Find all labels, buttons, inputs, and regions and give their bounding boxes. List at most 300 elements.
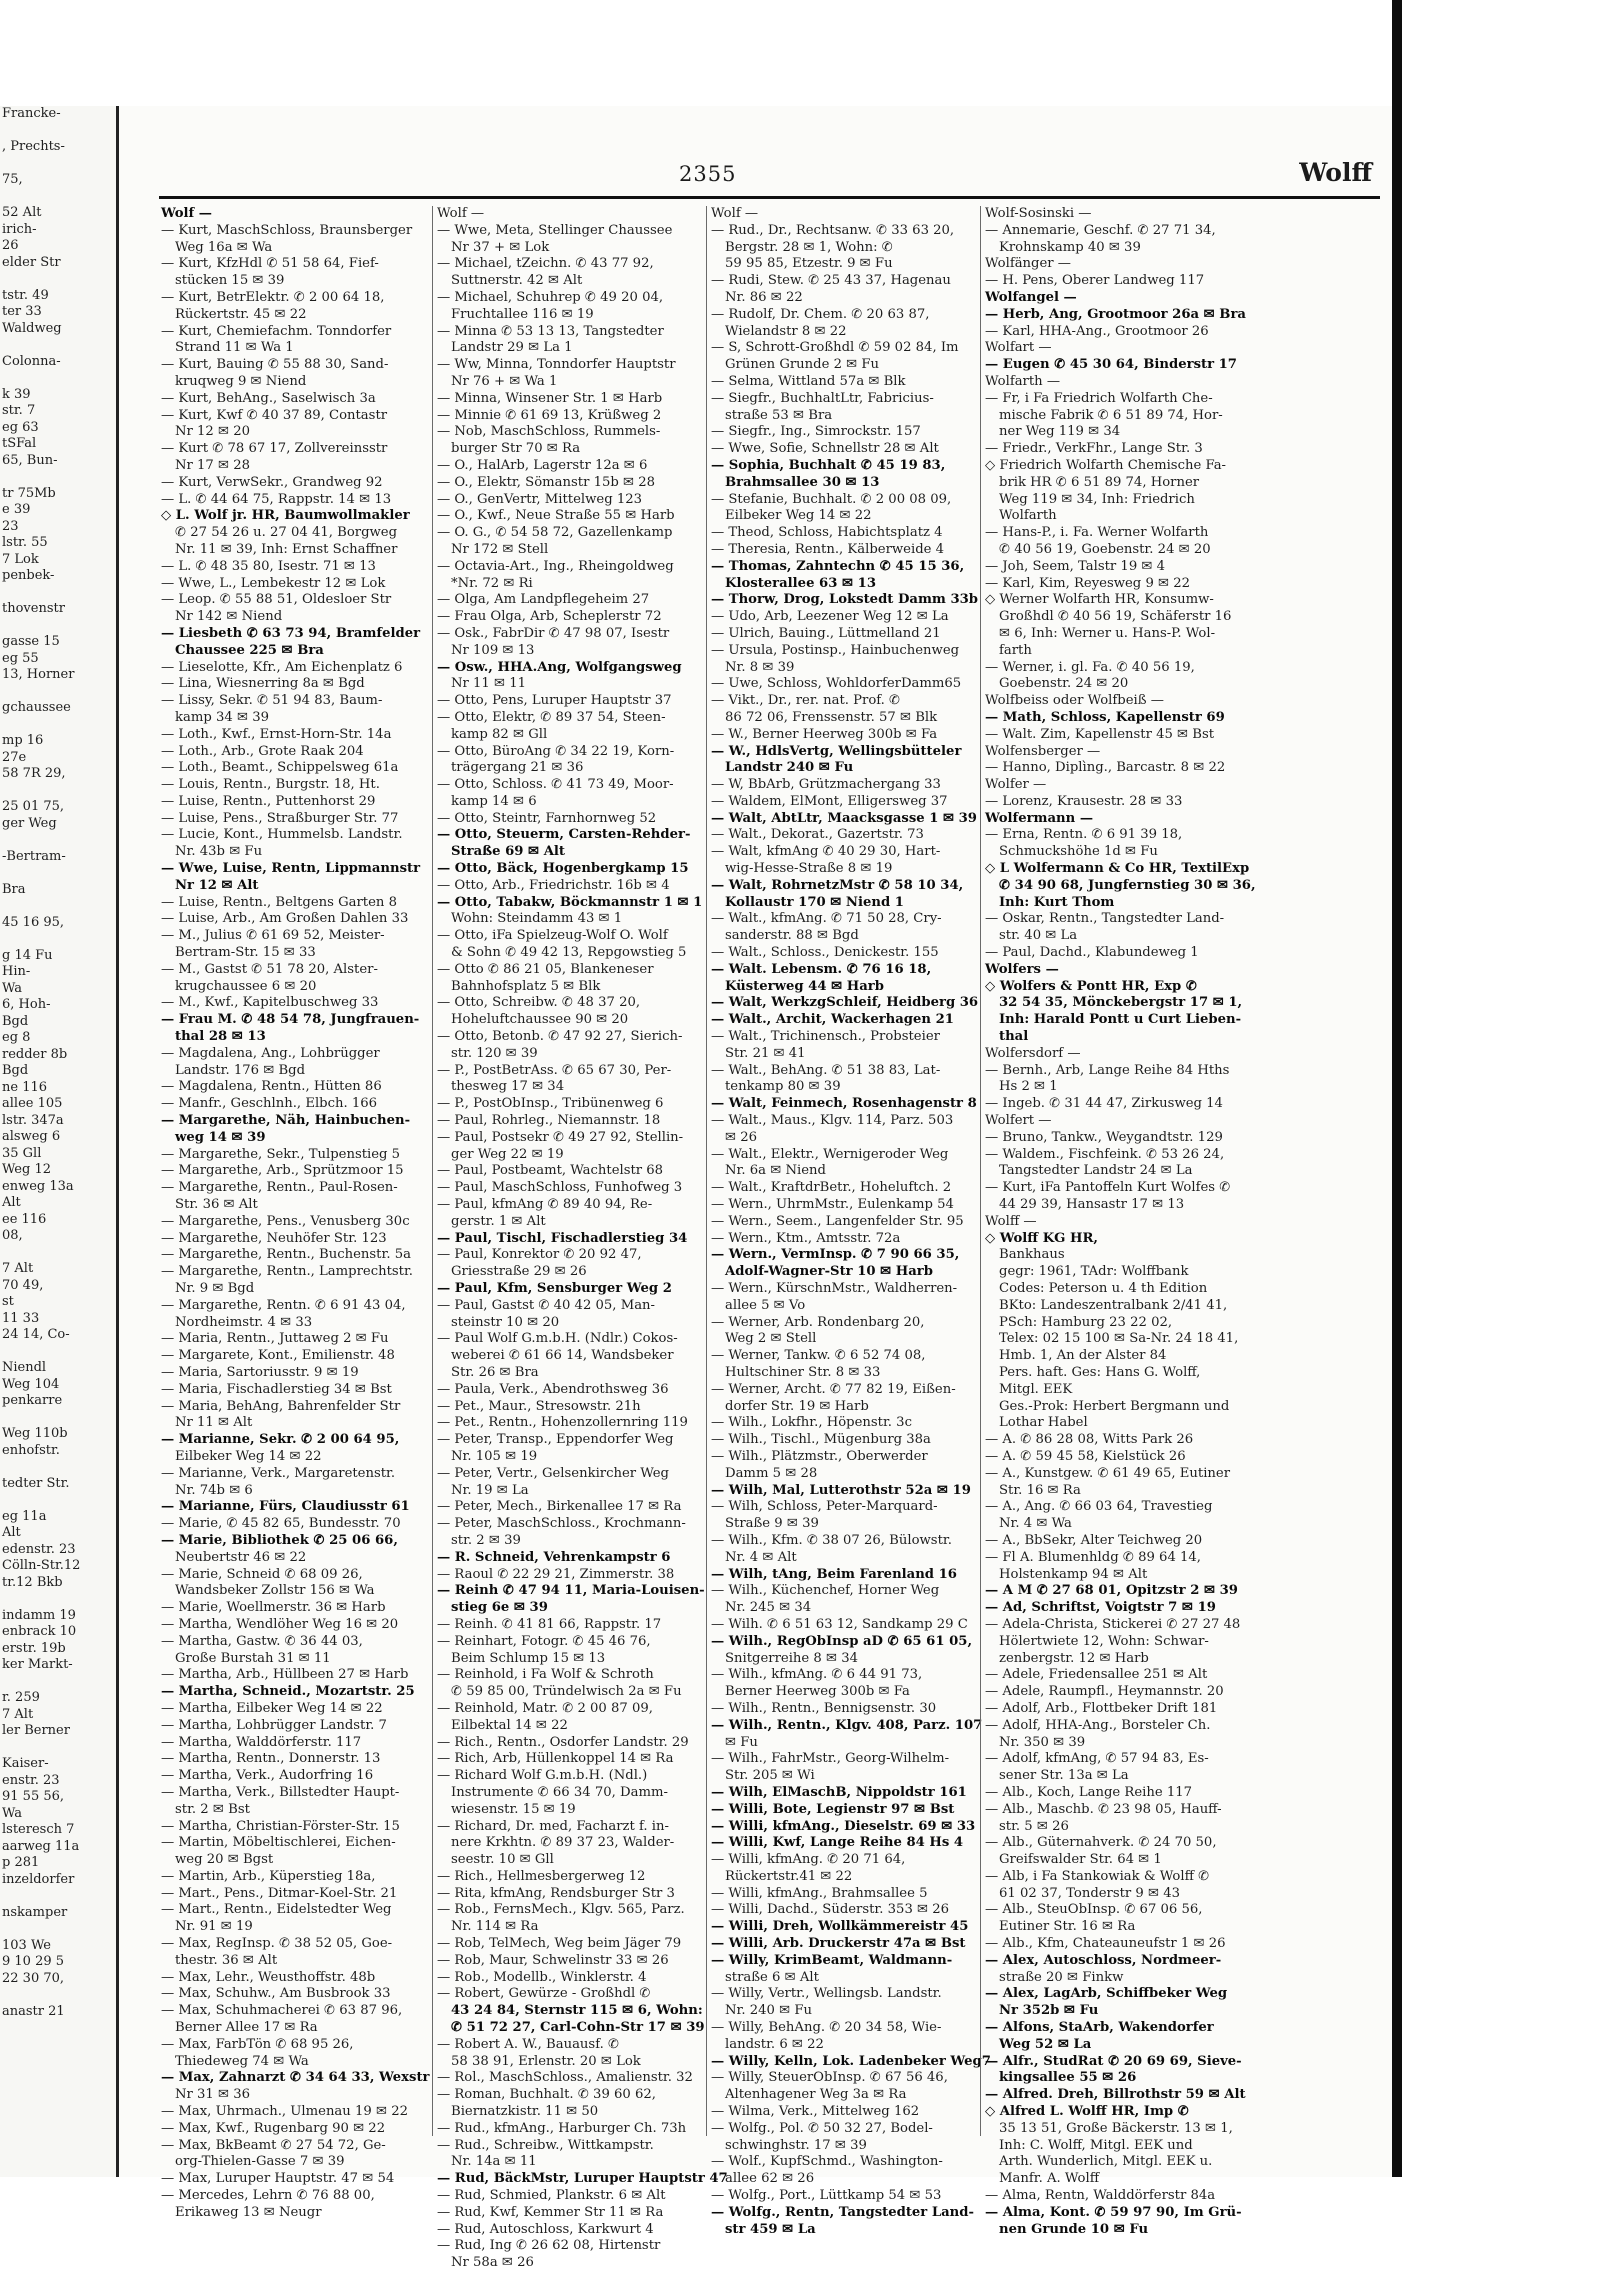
directory-entry-line: — Marie, ✆ 45 82 65, Bundesstr. 70: [161, 1516, 401, 1532]
directory-entry-line: — Paul, Dachd., Klabundeweg 1: [985, 945, 1199, 961]
directory-entry-line: Große Burstah 31 ✉ 11: [175, 1650, 331, 1666]
directory-entry-line: — Otto, Elektr, ✆ 89 37 54, Steen-: [437, 709, 666, 725]
directory-entry-line: ✉ Fu: [725, 1734, 758, 1750]
directory-entry-line: Schmuckshöhe 1d ✉ Fu: [999, 844, 1158, 860]
facing-page-text: 45 16 95,: [2, 914, 65, 930]
directory-entry-line: — Margarethe, Näh, Hainbuchen-: [161, 1113, 411, 1129]
directory-entry-line: Inh: C. Wolff, Mitgl. EEK und: [999, 2137, 1193, 2153]
directory-entry-line: — Maria, Fischadlerstieg 34 ✉ Bst: [161, 1381, 392, 1397]
directory-entry-line: — Minnie ✆ 61 69 13, Krüßweg 2: [437, 407, 662, 423]
directory-entry-line: — Wwe, Luise, Rentn, Lippmannstr: [161, 861, 421, 877]
directory-entry-line: — W., HdlsVertg, Wellingsbütteler: [711, 743, 962, 759]
directory-entry-line: Pers. haft. Ges: Hans G. Wolff,: [999, 1364, 1201, 1380]
directory-entry-line: Wolfert —: [985, 1113, 1052, 1129]
directory-entry-line: thal 28 ✉ 13: [175, 1029, 266, 1045]
directory-entry-line: Ges.-Prok: Herbert Bergmann und: [999, 1398, 1230, 1414]
facing-page-text: [0, 1591, 116, 1608]
facing-page-text: ne 116: [2, 1079, 48, 1095]
directory-entry-line: ◇ L Wolfermann & Co HR, TextilExp: [985, 861, 1250, 877]
directory-entry-line: — Walt., Schloss., Denickestr. 155: [711, 945, 939, 961]
directory-entry-line: Bahnhofsplatz 5 ✉ Blk: [451, 978, 601, 994]
facing-page-text: aarweg 11a: [2, 1838, 80, 1854]
directory-entry-line: — Reinhold, i Fa Wolf & Schroth: [437, 1667, 654, 1683]
facing-page-text: 35 Gll: [2, 1145, 42, 1161]
facing-page-text: gchaussee: [2, 700, 71, 715]
facing-page-text: -Bertram-: [2, 848, 66, 864]
directory-entry-line: — Wolfg., Rentn, Tangstedter Land-: [711, 2204, 974, 2220]
directory-entry-line: Weg 119 ✉ 34, Inh: Friedrich: [999, 491, 1195, 507]
facing-page-text: 11 33: [2, 1310, 40, 1326]
directory-entry-line: Weg 52 ✉ La: [999, 2036, 1092, 2052]
directory-entry-line: — Math, Schloss, Kapellenstr 69: [985, 709, 1225, 725]
running-head: Wolff: [1299, 158, 1372, 187]
facing-page-text: edenstr. 23: [2, 1541, 76, 1557]
directory-entry-line: — R. Schneid, Vehrenkampstr 6: [437, 1549, 671, 1565]
directory-entry-line: — H. Pens, Oberer Landweg 117: [985, 273, 1205, 289]
directory-entry-line: — Stefanie, Buchhalt. ✆ 2 00 08 09,: [711, 491, 952, 507]
directory-entry-line: — Fr, i Fa Friedrich Wolfarth Che-: [985, 390, 1213, 406]
directory-entry-line: — Margarethe, Rentn., Paul-Rosen-: [161, 1180, 398, 1196]
directory-entry-line: Hs 2 ✉ 1: [999, 1079, 1058, 1095]
directory-entry-line: Greifswalder Str. 64 ✉ 1: [999, 1852, 1162, 1868]
directory-entry-line: kamp 14 ✉ 6: [451, 793, 537, 809]
directory-entry-line: Wolfersdorf —: [985, 1045, 1081, 1061]
directory-entry-line: — Herb, Ang, Grootmoor 26a ✉ Bra: [985, 306, 1246, 322]
directory-entry-line: — Walt., Dekorat., Gazertstr. 73: [711, 827, 924, 843]
directory-entry-line: Küsterweg 44 ✉ Harb: [725, 978, 884, 994]
facing-page-text: eg 8: [2, 1030, 31, 1045]
directory-entry-line: Altenhagener Weg 3a ✉ Ra: [725, 2087, 907, 2103]
facing-page-text: alsweg 6: [2, 1129, 61, 1144]
directory-entry-line: — Ulrich, Bauing., Lüttmelland 21: [711, 625, 941, 641]
directory-entry-line: — P., PostBetrAss. ✆ 65 67 30, Per-: [437, 1062, 672, 1078]
directory-entry-line: — Otto, Arb., Friedrichstr. 16b ✉ 4: [437, 877, 670, 893]
directory-entry-line: — Reinh. ✆ 41 81 66, Rappstr. 17: [437, 1616, 662, 1632]
column-divider: [432, 206, 433, 2136]
facing-page-text: [0, 370, 116, 387]
facing-page-text: k 39: [2, 386, 31, 402]
directory-entry-line: — Walt., kfmAng. ✆ 71 50 28, Cry-: [711, 911, 942, 927]
directory-entry-line: 61 02 37, Tonderstr 9 ✉ 43: [999, 1885, 1181, 1901]
directory-entry-line: — Vikt., Dr., rer. nat. Prof. ✆: [711, 693, 901, 709]
directory-entry-line: — Adela-Christa, Stickerei ✆ 27 27 48: [985, 1616, 1241, 1632]
directory-entry-line: — Martha, Verk., Billstedter Haupt-: [161, 1784, 400, 1800]
directory-entry-line: Mitgl. EEK: [999, 1381, 1073, 1397]
directory-entry-line: Nr 11 ✉ Alt: [175, 1415, 253, 1431]
directory-entry-line: — Rob., Modellb., Winklerstr. 4: [437, 1969, 647, 1985]
directory-entry-line: thestr. 36 ✉ Alt: [175, 1952, 278, 1968]
directory-page: [119, 106, 1392, 2271]
directory-entry-line: Nr 17 ✉ 28: [175, 457, 251, 473]
facing-page-text: enweg 13a: [2, 1178, 74, 1194]
facing-page-text: Weg 110b: [2, 1426, 68, 1441]
facing-page-text: [0, 1410, 116, 1427]
directory-entry-line: — Lieselotte, Kfr., Am Eichenplatz 6: [161, 659, 403, 675]
directory-entry-line: — Wolfg., Port., Lüttkamp 54 ✉ 53: [711, 2188, 942, 2204]
directory-entry-line: Straße 69 ✉ Alt: [451, 844, 566, 860]
directory-entry-line: — Rud, Kwf, Kemmer Str 11 ✉ Ra: [437, 2204, 664, 2220]
directory-entry-line: Nr. 91 ✉ 19: [175, 1919, 253, 1935]
directory-entry-line: ◇ Friedrich Wolfarth Chemische Fa-: [985, 457, 1227, 473]
directory-entry-line: Beim Schlump 15 ✉ 13: [451, 1650, 606, 1666]
directory-entry-line: — Minna ✆ 53 13 13, Tangstedter: [437, 323, 664, 339]
facing-page-text: Alt: [2, 1525, 21, 1540]
facing-page-text: Colonna-: [2, 353, 61, 369]
directory-entry-line: Griesstraße 29 ✉ 26: [451, 1264, 587, 1280]
directory-entry-line: Nr. 14a ✉ 11: [451, 2154, 537, 2170]
directory-entry-line: — Waldem, ElMont, Elligersweg 37: [711, 793, 948, 809]
directory-entry-line: — Alex, Autoschloss, Nordmeer-: [985, 1952, 1222, 1968]
directory-entry-line: — Annemarie, Geschf. ✆ 27 71 34,: [985, 222, 1216, 238]
facing-page-text: Cölln-Str.12: [2, 1558, 81, 1573]
directory-entry-line: — P., PostObInsp., Tribünenweg 6: [437, 1096, 664, 1112]
directory-entry-line: — Alma, Rentn, Walddörferstr 84a: [985, 2188, 1216, 2204]
directory-entry-line: Wolf —: [161, 206, 212, 221]
directory-entry-line: Grünen Grunde 2 ✉ Fu: [725, 357, 880, 373]
facing-page-text: [0, 1344, 116, 1361]
directory-entry-line: — Richard, Dr. med, Facharzt f. in-: [437, 1818, 669, 1834]
directory-entry-line: — Otto, BüroAng ✆ 34 22 19, Korn-: [437, 743, 675, 759]
directory-entry-line: — Wilh. ✆ 6 51 63 12, Sandkamp 29 C: [711, 1616, 968, 1632]
directory-entry-line: — Peter, MaschSchloss., Krochmann-: [437, 1516, 686, 1532]
directory-entry-line: Klosterallee 63 ✉ 13: [725, 575, 876, 591]
directory-entry-line: — Liesbeth ✆ 63 73 94, Bramfelder: [161, 625, 421, 641]
directory-entry-line: — Michael, tZeichn. ✆ 43 77 92,: [437, 256, 654, 272]
directory-entry-line: — Walt., Maus., Klgv. 114, Parz. 503: [711, 1113, 954, 1129]
directory-entry-line: — Rich., Rentn., Osdorfer Landstr. 29: [437, 1734, 689, 1750]
directory-entry-line: BKto: Landeszentralbank 2/41 41,: [999, 1297, 1228, 1313]
directory-entry-line: — Mart., Pens., Ditmar-Koel-Str. 21: [161, 1885, 398, 1901]
facing-page-text: [0, 783, 116, 800]
facing-page-text: Bgd: [2, 1063, 29, 1078]
directory-entry-line: Wolfänger —: [985, 256, 1071, 272]
directory-entry-line: — A., BbSekr, Alter Teichweg 20: [985, 1532, 1203, 1548]
directory-entry-line: — Alb., Güternahverk. ✆ 24 70 50,: [985, 1835, 1217, 1851]
directory-entry-line: — Wern., Ktm., Amtsstr. 72a: [711, 1230, 901, 1246]
directory-entry-line: — Paul, Kfm, Sensburger Weg 2: [437, 1281, 672, 1296]
facing-page-text: e 39: [2, 502, 31, 517]
directory-entry-line: Codes: Peterson u. 4 th Edition: [999, 1281, 1208, 1296]
directory-entry-line: — Martha, Schneid., Mozartstr. 25: [161, 1684, 415, 1700]
directory-entry-line: — Werner, Tankw. ✆ 6 52 74 08,: [711, 1348, 926, 1364]
directory-entry-line: Biernatzkistr. 11 ✉ 50: [451, 2104, 599, 2120]
directory-entry-line: — Paul, MaschSchloss, Funhofweg 3: [437, 1180, 683, 1196]
directory-entry-line: dorfer Str. 19 ✉ Harb: [725, 1398, 869, 1414]
directory-entry-line: Strand 11 ✉ Wa 1: [175, 340, 294, 356]
directory-entry-line: — Ad, Schriftst, Voigtstr 7 ✉ 19: [985, 1600, 1216, 1616]
directory-entry-line: Nr 142 ✉ Niend: [175, 609, 283, 625]
directory-entry-line: — Margarethe, Rentn. ✆ 6 91 43 04,: [161, 1297, 406, 1313]
facing-page-text: [0, 1921, 116, 1938]
directory-entry-line: Nr. 9 ✉ Bgd: [175, 1281, 255, 1296]
directory-entry-line: — Selma, Wittland 57a ✉ Blk: [711, 373, 906, 389]
directory-entry-line: Suttnerstr. 42 ✉ Alt: [451, 273, 583, 289]
directory-entry-line: — Reinhart, Fotogr. ✆ 45 46 76,: [437, 1633, 651, 1649]
facing-page-text: Weg 12: [2, 1162, 51, 1177]
directory-entry-line: — Willi, kfmAng., Dieselstr. 69 ✉ 33: [711, 1818, 976, 1834]
directory-entry-line: Wohn: Steindamm 43 ✉ 1: [451, 911, 623, 927]
directory-column-3: [711, 206, 991, 2237]
facing-page-text: enhofstr.: [2, 1442, 60, 1458]
facing-page-text: r. 259: [2, 1690, 40, 1705]
directory-entry-line: str 459 ✉ La: [725, 2221, 816, 2237]
directory-entry-line: — Walt, AbtLtr, Maacksgasse 1 ✉ 39: [711, 810, 977, 826]
directory-entry-line: — A., Ang. ✆ 66 03 64, Travestieg: [985, 1499, 1213, 1515]
directory-entry-line: — Wilma, Verk., Mittelweg 162: [711, 2104, 920, 2120]
directory-entry-line: — Wern., KürschnMstr., Waldherren-: [711, 1281, 958, 1296]
facing-page-text: anastr 21: [2, 2003, 65, 2019]
facing-page-text: 27e: [2, 749, 27, 765]
directory-entry-line: — Werner, Archt. ✆ 77 82 19, Eißen-: [711, 1381, 956, 1397]
directory-entry-line: — Wilh, Schloss, Peter-Marquard-: [711, 1499, 938, 1515]
directory-entry-line: Nr. 6a ✉ Niend: [725, 1163, 826, 1179]
directory-entry-line: — Robert A. W., Bauausf. ✆: [437, 2036, 620, 2052]
directory-entry-line: — Willy, Vertr., Wellingsb. Landstr.: [711, 1986, 942, 2002]
directory-entry-line: — Otto, Schloss. ✆ 41 73 49, Moor-: [437, 777, 674, 793]
directory-entry-line: — Maria, Rentn., Juttaweg 2 ✉ Fu: [161, 1331, 389, 1347]
directory-entry-line: — Wilh., FahrMstr., Georg-Wilhelm-: [711, 1751, 950, 1767]
facing-page-text: indamm 19: [2, 1607, 76, 1623]
directory-entry-line: — Martha, Verk., Audorfring 16: [161, 1768, 374, 1784]
directory-entry-line: stücken 15 ✉ 39: [175, 273, 285, 289]
directory-entry-line: Str. 36 ✉ Alt: [175, 1197, 258, 1213]
directory-entry-line: — Kurt, MaschSchloss, Braunsberger: [161, 222, 413, 238]
directory-entry-line: brik HR ✆ 6 51 89 74, Horner: [999, 474, 1200, 490]
directory-entry-line: — Marianne, Verk., Margaretenstr.: [161, 1465, 396, 1481]
directory-entry-line: — Lina, Wiesnerring 8a ✉ Bgd: [161, 676, 365, 692]
directory-entry-line: — Rud, Autoschloss, Karkwurt 4: [437, 2221, 654, 2237]
facing-page-text: eg 55: [2, 650, 39, 666]
facing-page-text: [0, 189, 116, 206]
directory-entry-line: — Otto, Schreibw. ✆ 48 37 20,: [437, 995, 641, 1011]
directory-entry-line: — Martha, Rentn., Donnerstr. 13: [161, 1751, 381, 1767]
facing-page-text: tedter Str.: [2, 1475, 70, 1491]
facing-page-text: eg 63: [2, 419, 39, 435]
directory-entry-line: — A., Kunstgew. ✆ 61 49 65, Eutiner: [985, 1465, 1231, 1481]
directory-entry-line: Landstr 240 ✉ Fu: [725, 760, 854, 776]
directory-entry-line: 86 72 06, Frenssenstr. 57 ✉ Blk: [725, 709, 938, 725]
directory-entry-line: — Margarethe, Pens., Venusberg 30c: [161, 1213, 410, 1229]
directory-entry-line: Nr 12 ✉ Alt: [175, 877, 259, 893]
facing-page-text: ee 116: [2, 1211, 47, 1227]
directory-entry-line: — Wwe, Meta, Stellinger Chaussee: [437, 222, 673, 238]
directory-entry-line: — O., Kwf., Neue Straße 55 ✉ Harb: [437, 508, 675, 524]
directory-entry-line: — Adolf, kfmAng, ✆ 57 94 83, Es-: [985, 1751, 1209, 1767]
directory-entry-line: — Oskar, Rentn., Tangstedter Land-: [985, 911, 1225, 927]
directory-entry-line: trägergang 21 ✉ 36: [451, 760, 584, 776]
directory-entry-line: — Erna, Rentn. ✆ 6 91 39 18,: [985, 827, 1183, 843]
directory-entry-line: Wolf —: [437, 206, 485, 221]
scan-edge-bar: [1392, 0, 1402, 2177]
directory-entry-line: — Wern., VermInsp. ✆ 7 90 66 35,: [711, 1247, 960, 1263]
directory-entry-line: Tangstedter Landstr 24 ✉ La: [999, 1163, 1193, 1179]
directory-entry-line: — Wern., UhrmMstr., Eulenkamp 54: [711, 1197, 954, 1213]
directory-entry-line: — Margarethe, Neuhöfer Str. 123: [161, 1230, 387, 1246]
directory-entry-line: str. 120 ✉ 39: [451, 1045, 538, 1061]
directory-entry-line: mische Fabrik ✆ 6 51 89 74, Hor-: [999, 407, 1223, 423]
directory-entry-line: — Margarete, Kont., Emilienstr. 48: [161, 1348, 395, 1364]
directory-entry-line: Nr 352b ✉ Fu: [999, 2003, 1099, 2019]
directory-entry-line: 43 24 84, Sternstr 115 ✉ 6, Wohn:: [451, 2003, 703, 2019]
directory-entry-line: Landstr. 176 ✉ Bgd: [175, 1062, 306, 1078]
directory-entry-line: — Kurt, BetrElektr. ✆ 2 00 64 18,: [161, 289, 385, 305]
directory-entry-line: str. 5 ✉ 26: [999, 1818, 1069, 1834]
directory-entry-line: Str. 26 ✉ Bra: [451, 1364, 539, 1380]
directory-entry-line: — Paul, Postbeamt, Wachtelstr 68: [437, 1163, 664, 1179]
directory-entry-line: Wolfarth —: [985, 373, 1061, 389]
directory-entry-line: — O., GenVertr, Mittelweg 123: [437, 491, 643, 507]
directory-entry-line: Hultschiner Str. 8 ✉ 33: [725, 1364, 881, 1380]
facing-page-text: [0, 931, 116, 948]
directory-entry-line: — Marie, Schneid ✆ 68 09 26,: [161, 1566, 363, 1582]
directory-entry-line: — S, Schrott-Großhdl ✆ 59 02 84, Im: [711, 340, 959, 356]
directory-entry-line: — Marie, Bibliothek ✆ 25 06 66,: [161, 1532, 398, 1548]
directory-entry-line: — Kurt, iFa Pantoffeln Kurt Wolfes ✆: [985, 1180, 1231, 1196]
directory-entry-line: Nr 11 ✉ 11: [451, 676, 527, 692]
directory-entry-line: zenbergstr. 12 ✉ Harb: [999, 1650, 1149, 1666]
directory-entry-line: — Rob., FernsMech., Klgv. 565, Parz.: [437, 1902, 685, 1918]
directory-entry-line: Wolfarth: [999, 508, 1057, 524]
directory-entry-line: — Alb., Koch, Lange Reihe 117: [985, 1784, 1193, 1800]
directory-entry-line: Straße 9 ✉ 39: [725, 1516, 819, 1532]
directory-entry-line: ✆ 40 56 19, Goebenstr. 24 ✉ 20: [999, 541, 1211, 557]
directory-entry-line: — Ww, Minna, Tonndorfer Hauptstr: [437, 357, 676, 373]
directory-entry-line: — Friedr., VerkFhr., Lange Str. 3: [985, 441, 1203, 457]
directory-entry-line: — Reinh ✆ 47 94 11, Maria-Louisen-: [437, 1583, 705, 1599]
directory-entry-line: — Reinhold, Matr. ✆ 2 00 87 09,: [437, 1700, 653, 1716]
directory-entry-line: — A. ✆ 86 28 08, Witts Park 26: [985, 1432, 1194, 1448]
directory-entry-line: — Willi, Dachd., Süderstr. 353 ✉ 26: [711, 1902, 950, 1918]
directory-entry-line: — Wilh., Rentn., Klgv. 408, Parz. 107: [711, 1717, 983, 1733]
directory-entry-line: — Nob, MaschSchloss, Rummels-: [437, 424, 661, 440]
facing-page-text: Wa: [2, 1805, 22, 1821]
directory-entry-line: — M., Kwf., Kapitelbuschweg 33: [161, 995, 379, 1011]
directory-entry-line: ◇ Wolfers & Pontt HR, Exp ✆: [985, 978, 1197, 994]
directory-entry-line: — Maria, BehAng, Bahrenfelder Str: [161, 1398, 401, 1414]
directory-entry-line: — Werner, i. gl. Fa. ✆ 40 56 19,: [985, 659, 1195, 675]
directory-entry-line: — Rud, BäckMstr, Luruper Hauptstr 47: [437, 2171, 728, 2187]
directory-entry-line: — Wolf., KupfSchmd., Washington-: [711, 2154, 943, 2170]
directory-entry-line: — Otto, Pens, Luruper Hauptstr 37: [437, 693, 672, 709]
directory-entry-line: Wolfart —: [985, 340, 1052, 356]
scan-right-margin: [1402, 0, 1600, 2177]
facing-page-text: inzeldorfer: [2, 1871, 75, 1887]
facing-page-text: enbrack 10: [2, 1624, 77, 1639]
directory-entry-line: — Rob, Maur, Schwelinstr 33 ✉ 26: [437, 1952, 669, 1968]
directory-entry-line: — Olga, Am Landpflegeheim 27: [437, 592, 650, 608]
directory-entry-line: — Magdalena, Ang., Lohbrügger: [161, 1045, 380, 1061]
facing-page-text: 52 Alt: [2, 205, 42, 220]
directory-entry-line: Nr. 350 ✉ 39: [999, 1734, 1086, 1750]
directory-entry-line: — Wern., Seem., Langenfelder Str. 95: [711, 1213, 964, 1229]
directory-entry-line: — Kurt, Bauing ✆ 55 88 30, Sand-: [161, 357, 389, 373]
directory-entry-line: — Wilh., kfmAng. ✆ 6 44 91 73,: [711, 1667, 923, 1683]
directory-entry-line: Fruchtallee 116 ✉ 19: [451, 306, 594, 322]
directory-entry-line: — Pet., Rentn., Hohenzollernring 119: [437, 1415, 688, 1431]
directory-entry-line: thal: [999, 1029, 1029, 1045]
directory-entry-line: — Wilh., Tischl., Mügenburg 38a: [711, 1432, 931, 1448]
directory-entry-line: Nr. 43b ✉ Fu: [175, 844, 263, 860]
directory-entry-line: Nr. 86 ✉ 22: [725, 289, 803, 305]
facing-page-text: , Prechts-: [2, 139, 65, 154]
directory-entry-line: Hölertwiete 12, Wohn: Schwar-: [999, 1633, 1209, 1649]
directory-entry-line: nen Grunde 10 ✉ Fu: [999, 2221, 1149, 2237]
directory-entry-line: — Otto, Betonb. ✆ 47 92 27, Sierich-: [437, 1029, 683, 1045]
directory-entry-line: — Lorenz, Krausestr. 28 ✉ 33: [985, 793, 1183, 809]
directory-entry-line: — Roman, Buchhalt. ✆ 39 60 62,: [437, 2087, 656, 2103]
directory-entry-line: — Willi, kfmAng. ✆ 20 71 64,: [711, 1852, 906, 1868]
directory-entry-line: Nr. 240 ✉ Fu: [725, 2003, 813, 2019]
directory-entry-line: — Max, BkBeamt ✆ 27 54 72, Ge-: [161, 2137, 386, 2153]
directory-entry-line: — Willy, KrimBeamt, Waldmann-: [711, 1952, 953, 1968]
facing-page-text: 08,: [2, 1228, 23, 1243]
directory-entry-line: — A. ✆ 59 45 58, Kielstück 26: [985, 1448, 1186, 1464]
facing-page-text: irich-: [2, 221, 37, 237]
directory-entry-line: — Bernh., Arb, Lange Reihe 84 Hths: [985, 1062, 1230, 1078]
directory-entry-line: Adolf-Wagner-Str 10 ✉ Harb: [725, 1264, 933, 1280]
directory-entry-line: Eilbektal 14 ✉ 22: [451, 1717, 568, 1733]
directory-entry-line: — Willy, Kelln, Lok. Ladenbeker Weg7: [711, 2053, 991, 2069]
directory-entry-line: — Walt, Feinmech, Rosenhagenstr 8: [711, 1096, 977, 1112]
directory-entry-line: — Richard Wolf G.m.b.H. (Ndl.): [437, 1768, 648, 1784]
directory-entry-line: Inh: Harald Pontt u Curt Lieben-: [999, 1012, 1242, 1028]
directory-entry-line: — Wwe, L., Lembekestr 12 ✉ Lok: [161, 575, 386, 591]
facing-page-text: nskamper: [2, 1904, 68, 1920]
directory-entry-line: Instrumente ✆ 66 34 70, Damm-: [451, 1784, 668, 1800]
directory-entry-line: Wolfer —: [985, 777, 1047, 793]
directory-entry-line: — Thomas, Zahntechn ✆ 45 15 36,: [711, 558, 965, 574]
directory-entry-line: — Otto, Steuerm, Carsten-Rehder-: [437, 827, 691, 843]
directory-entry-line: — Theresia, Rentn., Kälberweide 4: [711, 541, 945, 557]
directory-entry-line: — Karl, Kim, Reyesweg 9 ✉ 22: [985, 575, 1191, 591]
facing-page-text: [0, 1987, 116, 2004]
directory-entry-line: Str. 16 ✉ Ra: [999, 1482, 1081, 1498]
directory-entry-line: — Paul, Tischl, Fischadlerstieg 34: [437, 1230, 688, 1246]
directory-entry-line: ◇ Wolff KG HR,: [985, 1230, 1099, 1246]
facing-page-text: [0, 832, 116, 849]
facing-page-text: [0, 585, 116, 602]
facing-page-text: [0, 684, 116, 701]
directory-entry-line: — Wilh., Plätzmstr., Oberwerder: [711, 1448, 928, 1464]
directory-entry-line: allee 62 ✉ 26: [725, 2171, 815, 2187]
directory-entry-line: — Karl, HHA-Ang., Grootmoor 26: [985, 323, 1209, 339]
directory-entry-line: — Octavia-Art., Ing., Rheingoldweg: [437, 558, 674, 574]
directory-entry-line: — Wilh., RegObInsp aD ✆ 65 61 05,: [711, 1633, 973, 1649]
directory-entry-line: — O., Elektr, Sömanstr 15b ✉ 28: [437, 474, 656, 490]
facing-page-text: 75,: [2, 172, 23, 187]
directory-entry-line: — Osw., HHA.Ang, Wolfgangsweg: [437, 659, 682, 675]
facing-page-text: tr.12 Bkb: [2, 1574, 63, 1590]
directory-entry-line: — Siegfr., BuchhaltLtr, Fabricius-: [711, 390, 934, 406]
directory-entry-line: ✉ 6, Inh: Werner u. Hans-P. Wol-: [999, 625, 1216, 641]
directory-entry-line: — Loth., Kwf., Ernst-Horn-Str. 14a: [161, 726, 392, 742]
directory-entry-line: Eutiner Str. 16 ✉ Ra: [999, 1919, 1136, 1935]
directory-entry-line: — Alfr., StudRat ✆ 20 69 69, Sieve-: [985, 2053, 1242, 2069]
directory-entry-line: — Hanno, Diplìng., Barcastr. 8 ✉ 22: [985, 760, 1226, 776]
directory-entry-line: Berner Allee 17 ✉ Ra: [175, 2020, 318, 2036]
directory-entry-line: — Bruno, Tankw., Weygandtstr. 129: [985, 1129, 1223, 1145]
directory-entry-line: Telex: 02 15 100 ✉ Sa-Nr. 24 18 41,: [999, 1331, 1239, 1347]
directory-entry-line: — Raoul ✆ 22 29 21, Zimmerstr. 38: [437, 1566, 675, 1582]
directory-entry-line: — Kurt ✆ 78 67 17, Zollvereinsstr: [161, 441, 388, 457]
directory-entry-line: Nordheimstr. 4 ✉ 33: [175, 1314, 313, 1330]
directory-entry-line: ger Weg 22 ✉ 19: [451, 1146, 564, 1162]
directory-entry-line: — Alb., Kfm, Chateauneufstr 1 ✉ 26: [985, 1936, 1226, 1952]
directory-entry-line: Nr. 19 ✉ La: [451, 1482, 529, 1498]
directory-entry-line: — Luise, Rentn., Beltgens Garten 8: [161, 894, 397, 910]
directory-entry-line: — Wilh., Lokfhr., Höpenstr. 3c: [711, 1415, 912, 1431]
facing-page-text: allee 105: [2, 1096, 63, 1111]
